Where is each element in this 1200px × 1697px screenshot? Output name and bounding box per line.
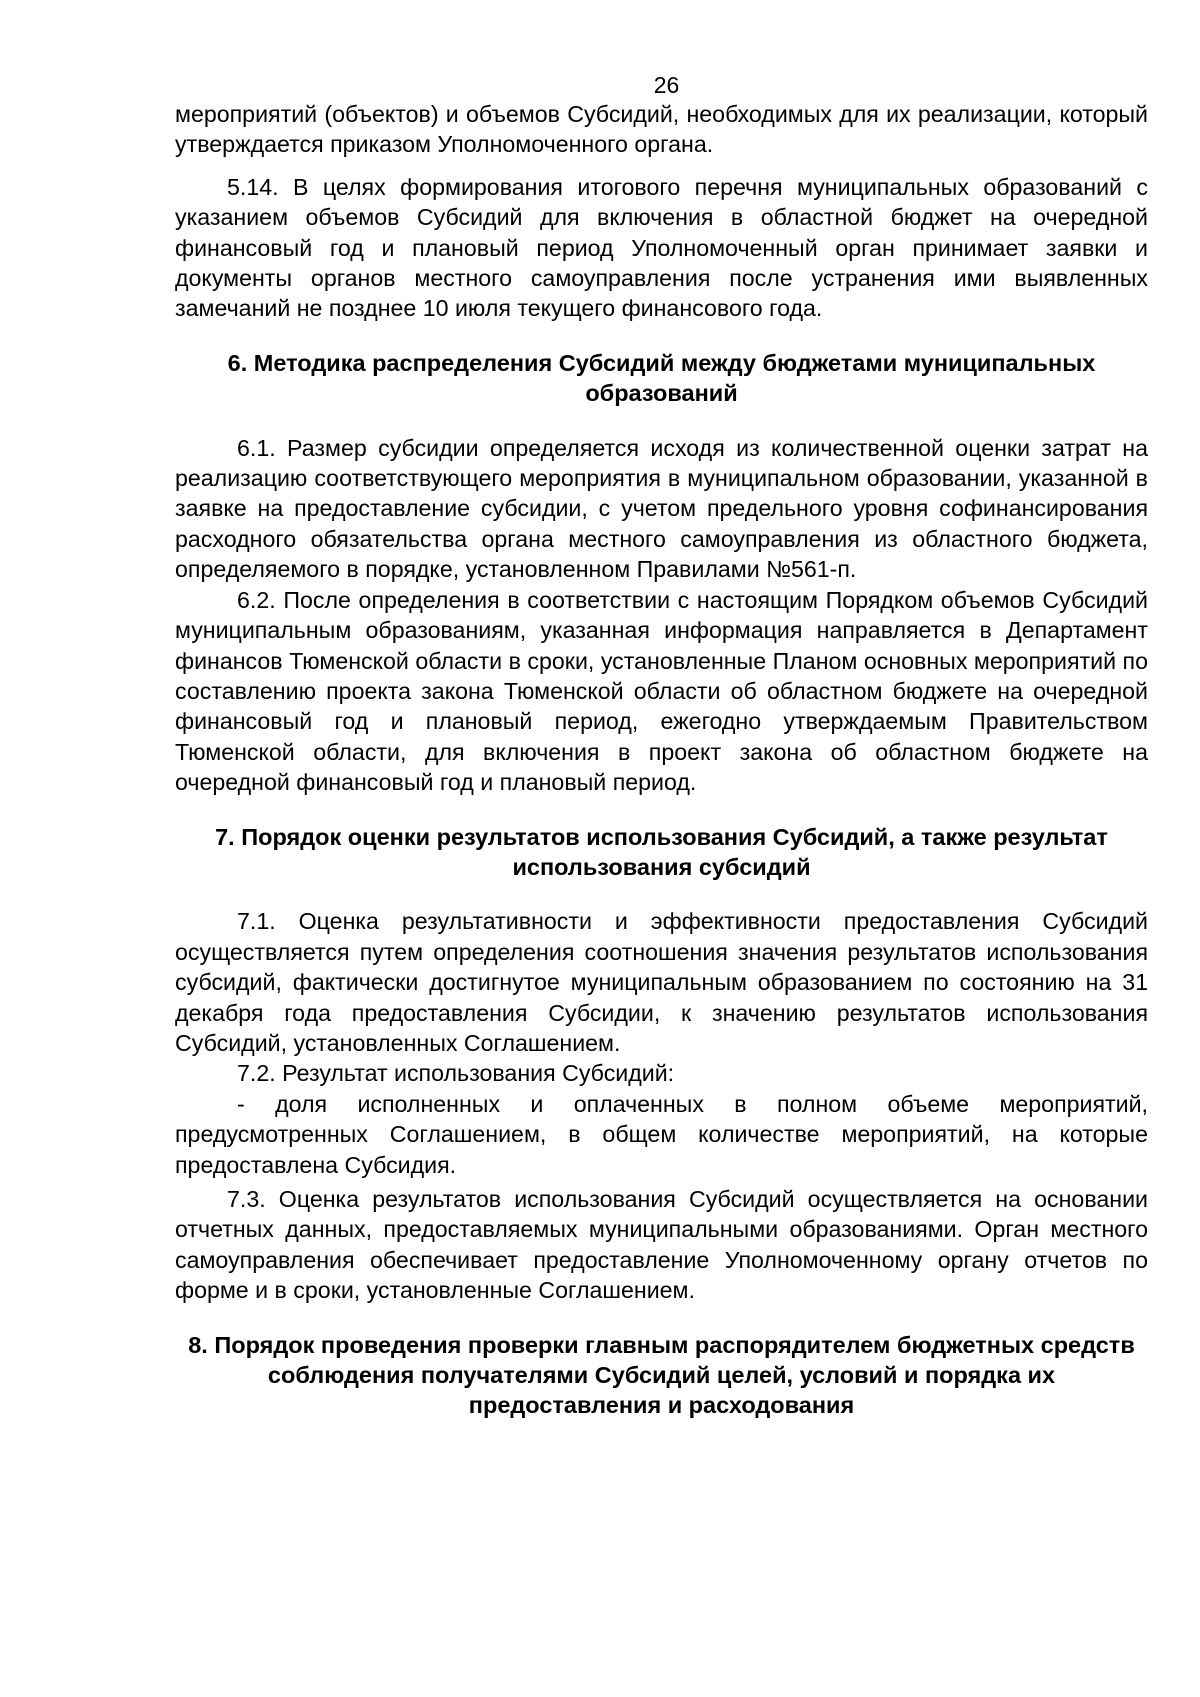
paragraph-6-1: 6.1. Размер субсидии определяется исходя из количественной оценки затрат на реализацию соответствующего мероприятия в муниципальном образовании, указанной в заявке на предоставление субсидии, с учетом предельного уровня софинансирования расходного обязательства органа местного самоуправления из областного бюджета, определяемого в порядке, установленном Правилами №561-п. [175,434,1148,583]
paragraph-7-3: 7.3. Оценка результатов использования Субсидий осуществляется на основании отчетных данных, предоставляемых муниципальными образованиями. Орган местного самоуправления обеспечивает предоставление Уполномоченному органу отчетов по форме и в сроки, установленные Соглашением. [175,1186,1148,1304]
paragraph-5-14: 5.14. В целях формирования итогового перечня муниципальных образований с указанием объемов Субсидий для включения в областной бюджет на очередной финансовый год и плановый период Уполномоченный орган принимает заявки и документы органов местного самоуправления после устранения ими выявленных замечаний не позднее 10 июля текущего финансового года. [175,173,1148,322]
section-7-title: 7. Порядок оценки результатов использования Субсидий, а также результат использования субсидий [215,823,1108,880]
paragraph-continuation: мероприятий (объектов) и объемов Субсидий, необходимых для их реализации, который утверждается приказом Уполномоченного органа. [175,101,1148,158]
paragraph-6-2: 6.2. После определения в соответствии с настоящим Порядком объемов Субсидий муниципальным образованиям, указанная информация направляется в Департамент финансов Тюменской области в сроки, установленные Планом основных мероприятий по составлению проекта закона Тюменской области об областном бюджете на очередной финансовый год и плановый период, ежегодно утверждаемым Правительством Тюменской области, для включения в проект закона об областном бюджете на очередной финансовый год и плановый период. [175,586,1148,796]
paragraph-7-2: 7.2. Результат использования Субсидий: [237,1060,675,1087]
section-8-title: 8. Порядок проведения проверки главным распорядителем бюджетных средств соблюдения получателями Субсидий целей, условий и порядка их предоставления и расходования [188,1331,1135,1419]
paragraph-7-1: 7.1. Оценка результативности и эффективности предоставления Субсидий осуществляется путем определения соотношения значения результатов использования субсидий, фактически достигнутое муниципальным образованием по состоянию на 31 декабря года предоставления Субсидии, к значению результатов использования Субсидий, установленных Соглашением. [175,908,1148,1056]
paragraph-7-2-item: - доля исполненных и оплаченных в полном объеме мероприятий, предусмотренных Соглашением, в общем количестве мероприятий, на которые предоставлена Субсидия. [175,1090,1148,1178]
page-number: 26 [653,72,680,98]
section-6-title: 6. Методика распределения Субсидий между бюджетами муниципальных образований [227,349,1096,407]
